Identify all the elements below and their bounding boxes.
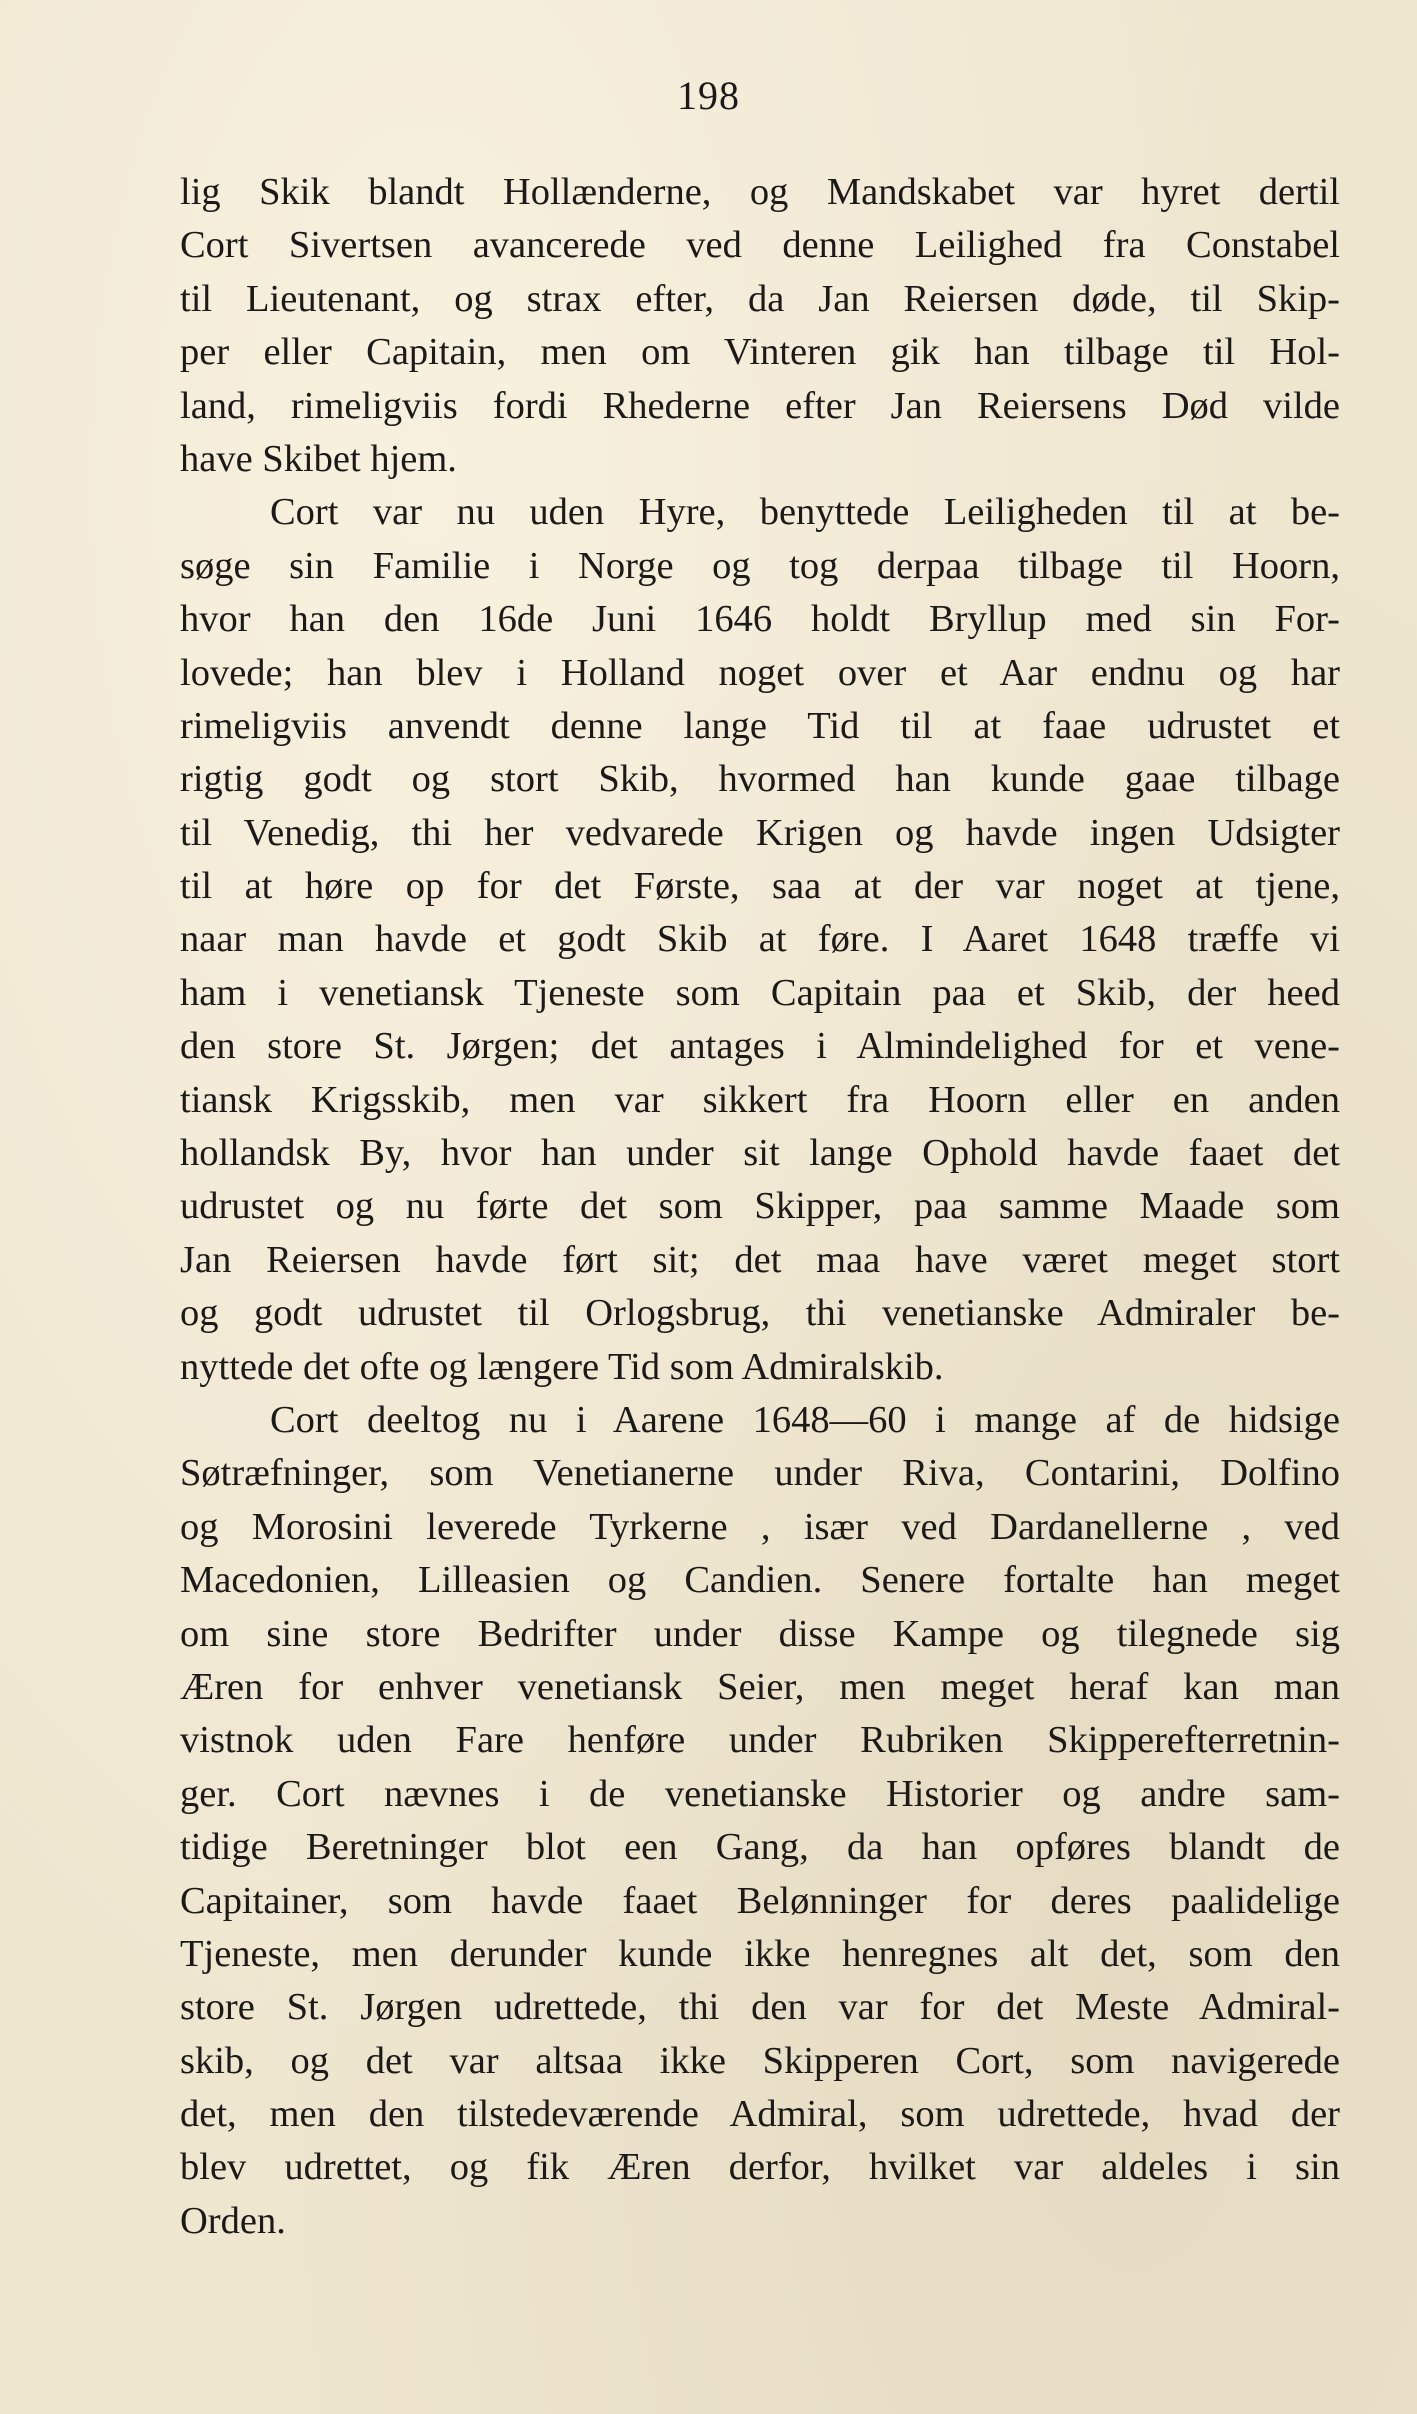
text-line: ger. Cort nævnes i de venetianske Historier og andre sam- [180,1772,1340,1815]
text-line: per eller Capitain, men om Vinteren gik han tilbage til Hol- [180,331,1340,374]
text-line: og godt udrustet til Orlogsbrug, thi venetianske Admiraler be- [180,1292,1340,1335]
paragraph-start-line: Cort deeltog nu i Aarene 1648—60 i mange af de hidsige [270,1398,1340,1441]
paragraph-end-line: have Skibet hjem. [180,437,457,480]
paragraph-end-line: nyttede det ofte og længere Tid som Admiralskib. [180,1345,944,1388]
text-line: udrustet og nu førte det som Skipper, paa samme Maade som [180,1185,1340,1228]
text-line: det, men den tilstedeværende Admiral, som udrettede, hvad der [180,2093,1340,2136]
paragraph-end-line: Orden. [180,2199,286,2242]
text-line: land, rimeligviis fordi Rhederne efter Jan Reiersens Død vilde [180,384,1340,427]
text-line: lig Skik blandt Hollænderne, og Mandskabet var hyret dertil [180,171,1340,213]
text-line: Æren for enhver venetiansk Seier, men meget heraf kan man [180,1665,1340,1708]
text-line: lovede; han blev i Holland noget over et Aar endnu og har [180,651,1340,694]
text-line: Capitainer, som havde faaet Belønninger for deres paalidelige [180,1879,1340,1922]
text-line: rigtig godt og stort Skib, hvormed han kunde gaae tilbage [180,758,1340,801]
text-line: ham i venetiansk Tjeneste som Capitain paa et Skib, der heed [180,971,1340,1014]
text-line: store St. Jørgen udrettede, thi den var for det Meste Admiral- [180,1986,1340,2029]
text-line: hollandsk By, hvor han under sit lange Ophold havde faaet det [180,1132,1340,1175]
text-line: og Morosini leverede Tyrkerne , især ved Dardanellerne , ved [180,1505,1340,1548]
text-line: Jan Reiersen havde ført sit; det maa have været meget stort [180,1238,1340,1281]
text-line: Søtræfninger, som Venetianerne under Riva, Contarini, Dolfino [180,1452,1340,1495]
paragraph-start-line: Cort var nu uden Hyre, benyttede Leiligheden til at be- [270,491,1340,534]
text-line: naar man havde et godt Skib at føre. I Aaret 1648 træffe vi [180,918,1340,961]
page-number: 198 [677,73,740,118]
text-line: Tjeneste, men derunder kunde ikke henregnes alt det, som den [180,1932,1340,1975]
text-line: til Venedig, thi her vedvarede Krigen og havde ingen Udsigter [180,811,1340,854]
text-line: til Lieutenant, og strax efter, da Jan Reiersen døde, til Skip- [180,277,1340,320]
text-line: tidige Beretninger blot een Gang, da han opføres blandt de [180,1826,1340,1869]
text-line: tiansk Krigsskib, men var sikkert fra Hoorn eller en anden [180,1078,1340,1121]
text-line: den store St. Jørgen; det antages i Almindelighed for et vene- [180,1025,1340,1068]
text-line: blev udrettet, og fik Æren derfor, hvilket var aldeles i sin [180,2146,1340,2189]
text-line: til at høre op for det Første, saa at der var noget at tjene, [180,865,1340,908]
text-line: Cort Sivertsen avancerede ved denne Leilighed fra Constabel [180,224,1340,267]
text-line: søge sin Familie i Norge og tog derpaa tilbage til Hoorn, [180,544,1340,587]
body-text [180,166,1340,2248]
text-line: vistnok uden Fare henføre under Rubriken Skipperefterretnin- [180,1719,1340,1762]
text-line: hvor han den 16de Juni 1646 holdt Bryllup med sin For- [180,598,1340,641]
text-line: om sine store Bedrifter under disse Kampe og tilegnede sig [180,1612,1340,1655]
text-line: Macedonien, Lilleasien og Candien. Senere fortalte han meget [180,1559,1340,1602]
text-line: rimeligviis anvendt denne lange Tid til at faae udrustet et [180,704,1340,747]
text-line: skib, og det var altsaa ikke Skipperen Cort, som navigerede [180,2039,1340,2082]
